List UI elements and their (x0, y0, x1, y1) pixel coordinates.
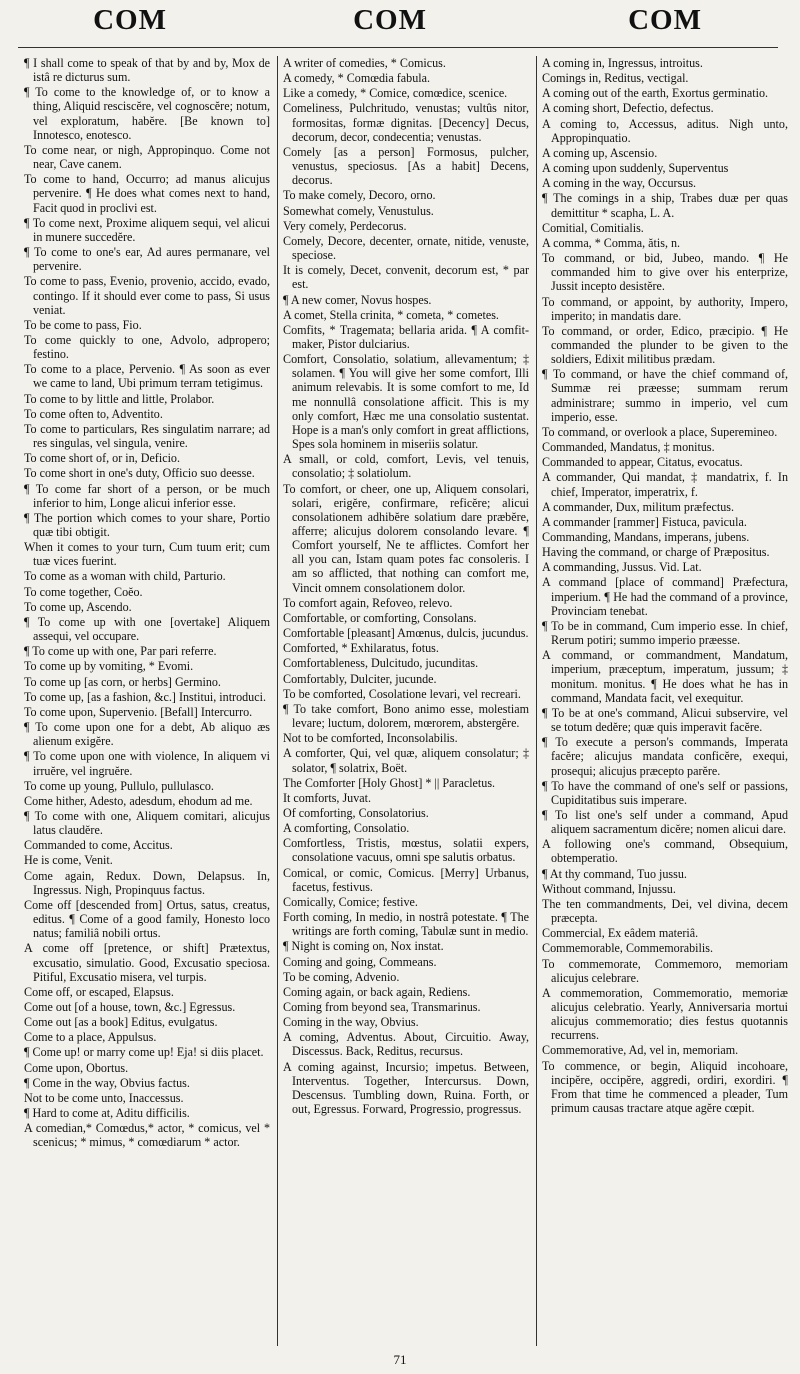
dictionary-entry: ¶ Night is coming on, Nox instat. (283, 939, 444, 954)
dictionary-entry: Comeliness, Pulchritudo, venustas; vultûs nitor, formositas, formæ dignitas. [Decency] Decus, decorum, decor, condecentia; venustas. (283, 101, 529, 144)
dictionary-entry: A writer of comedies, * Comicus. (283, 56, 446, 70)
running-head-right: COM (628, 4, 702, 36)
dictionary-entry: ¶ To list one's self under a command, Apud aliquem sacramentum dicĕre; nomen alicui dare. (542, 807, 788, 837)
dictionary-entry: Coming from beyond sea, Transmarinus. (283, 1000, 481, 1014)
dictionary-entry: Come off [descended from] Ortus, satus, creatus, editus. ¶ Come of a good family, Honesto loco natus; familiâ nobili ortus. (24, 897, 270, 941)
dictionary-entry: To come up by vomiting, * Evomi. (24, 659, 194, 674)
column-divider (277, 56, 278, 1346)
dictionary-entry: Come out [of a house, town, &c.] Egressus. (24, 1000, 236, 1014)
dictionary-entry: A comma, * Comma, ătis, n. (542, 235, 681, 250)
dictionary-entry: To make comely, Decoro, orno. (283, 188, 436, 203)
dictionary-entry: A coming short, Defectio, defectus. (542, 101, 714, 116)
dictionary-entry: Like a comedy, * Comice, comœdice, scenice. (283, 86, 508, 101)
column-left (24, 56, 270, 1356)
dictionary-entry: Comfort, Consolatio, solatium, allevamentum; ‡ solamen. ¶ You will give her some comfort, Illi animum relevabis. It is some comfort to me, Id me nonnullâ consolatione afficit. This is my only comfort, Hæc me una consolatio sustentat. Hope is a man's only comfort in great afflictions, Spes sola hominem in miseriis solatur. (283, 352, 529, 452)
dictionary-entry: Without command, Injussu. (542, 881, 676, 896)
dictionary-entry: Not to be come unto, Inaccessus. (24, 1090, 184, 1105)
dictionary-entry: The Comforter [Holy Ghost] * || Paracletus. (283, 775, 496, 790)
dictionary-entry: A commemoration, Commemoratio, memoriæ alicujus celebratio. Yearly, Anniversaria mortui alicujus commemoratio; dies festus quotannis recurrens. (542, 985, 788, 1043)
page-number: 71 (393, 1352, 407, 1367)
dictionary-entry: It comforts, Juvat. (283, 790, 371, 805)
dictionary-entry: To be comforted, Cosolatione levari, vel recreari. (283, 686, 521, 701)
dictionary-entry: A coming in the way, Occursus. (542, 176, 697, 191)
dictionary-entry: When it comes to your turn, Cum tuum erit; cum tuæ vices fuerint. (24, 540, 270, 569)
dictionary-entry: A commander, Qui mandat, ‡ mandatrix, f. In chief, Imperator, imperatrix, f. (542, 470, 788, 499)
dictionary-entry: Comfits, * Tragemata; bellaria arida. ¶ A comfit-maker, Pistor dulciarius. (283, 322, 529, 351)
dictionary-entry: A coming, Adventus. About, Circuitio. Away, Discessus. Back, Reditus, recursus. (283, 1030, 529, 1059)
dictionary-entry: Commercial, Ex eâdem materiâ. (542, 926, 699, 941)
dictionary-entry: To come together, Coĕo. (24, 584, 143, 599)
dictionary-entry: Comely [as a person] Formosus, pulcher, venustus, speciosus. [As a habit] Decens, decorus. (283, 144, 529, 188)
dictionary-entry: ¶ To come to one's ear, Ad aures permanare, vel pervenire. (24, 245, 270, 274)
dictionary-entry: Coming again, or back again, Rediens. (283, 984, 471, 999)
dictionary-entry: To come up young, Pullulo, pullulasco. (24, 778, 214, 793)
dictionary-entry: To come to by little and little, Prolabor. (24, 391, 215, 406)
header-rule (18, 47, 778, 48)
dictionary-entry: Somewhat comely, Venustulus. (283, 203, 434, 218)
dictionary-entry: Comitial, Comitialis. (542, 220, 644, 235)
dictionary-entry: ¶ To be in command, Cum imperio esse. In chief, Rerum potiri; summo imperio præesse. (542, 618, 788, 648)
dictionary-entry: To be come to pass, Fio. (24, 317, 142, 332)
dictionary-entry: To come to particulars, Res singulatim narrare; ad res singulas, vel singula, venire. (24, 421, 270, 451)
dictionary-entry: Comical, or comic, Comicus. [Merry] Urbanus, facetus, festivus. (283, 865, 529, 894)
dictionary-entry: Forth coming, In medio, in nostrâ potestate. ¶ The writings are forth coming, Tabulæ sunt in medio. (283, 910, 529, 939)
dictionary-entry: A comforting, Consolatio. (283, 821, 410, 836)
dictionary-entry: Coming and going, Commeans. (283, 954, 437, 969)
dictionary-entry: Commanding, Mandans, imperans, jubens. (542, 530, 750, 544)
dictionary-entry: Comings in, Reditus, vectigal. (542, 71, 689, 86)
dictionary-entry: Commanded, Mandatus, ‡ monitus. (542, 440, 715, 455)
column-divider (536, 56, 537, 1346)
running-head-left: COM (93, 4, 167, 36)
dictionary-entry: To come up, [as a fashion, &c.] Institui, introduci. (24, 689, 266, 704)
dictionary-entry: To come upon, Supervenio. [Befall] Intercurro. (24, 704, 253, 719)
dictionary-entry: To come up [as corn, or herbs] Germino. (24, 674, 221, 689)
dictionary-entry: A command, or commandment, Mandatum, imperium, præceptum, imperatum, jussum; ‡ monitum. monitus. ¶ He does what he has in command, Mandata facit, vel exequitur. (542, 648, 788, 705)
dictionary-entry: To come often to, Adventito. (24, 406, 163, 421)
dictionary-entry: To come to a place, Pervenio. ¶ As soon as ever we came to land, Ubi primum terram tetigimus. (24, 362, 270, 391)
dictionary-entry: To come quickly to one, Advolo, adpropero; festino. (24, 332, 270, 362)
dictionary-entry: A commanding, Jussus. Vid. Lat. (542, 560, 702, 575)
dictionary-entry: Comically, Comice; festive. (283, 894, 418, 909)
dictionary-entry: To commemorate, Commemoro, memoriam alicujus celebrare. (542, 956, 788, 985)
dictionary-entry: ¶ To take comfort, Bono animo esse, molestiam levare; luctum, dolorem, mœrorem, abstergĕre. (283, 701, 529, 731)
column-right (542, 56, 788, 1356)
dictionary-entry: Very comely, Perdecorus. (283, 218, 407, 233)
dictionary-entry: Coming in the way, Obvius. (283, 1015, 419, 1030)
dictionary-entry: ¶ Come in the way, Obvius factus. (24, 1075, 190, 1090)
dictionary-entry: ¶ The comings in a ship, Trabes duæ per quas demittitur * scapha, L. A. (542, 191, 788, 220)
dictionary-entry: To command, or appoint, by authority, Impero, imperito; in mandatis dare. (542, 294, 788, 323)
dictionary-entry: ¶ A new comer, Novus hospes. (283, 292, 432, 307)
dictionary-entry: Commemorative, Ad, vel in, memoriam. (542, 1043, 739, 1058)
dictionary-entry: ¶ To come upon one for a debt, Ab aliquo æs alienum exigĕre. (24, 720, 270, 749)
dictionary-entry: ¶ At thy command, Tuo jussu. (542, 866, 687, 881)
dictionary-entry: Come hither, Adesto, adesdum, ehodum ad me. (24, 793, 253, 808)
dictionary-entry: Comforted, * Exhilaratus, fotus. (283, 641, 439, 656)
dictionary-entry: Come off, or escaped, Elapsus. (24, 984, 174, 999)
dictionary-entry: A commander [rammer] Fistuca, pavicula. (542, 514, 747, 529)
dictionary-entry: ¶ To come upon one with violence, In aliquem vi irruĕre, vel ingruĕre. (24, 749, 270, 778)
dictionary-entry: Commemorable, Commemorabilis. (542, 941, 713, 956)
dictionary-entry: ¶ Come up! or marry come up! Eja! si diis placet. (24, 1045, 264, 1060)
dictionary-entry: ¶ To come far short of a person, or be much inferior to him, Longe alicui inferior esse. (24, 481, 270, 510)
dictionary-entry: To come as a woman with child, Parturio. (24, 569, 226, 584)
dictionary-entry: To come up, Ascendo. (24, 599, 132, 614)
dictionary-entry: A come off [pretence, or shift] Prætextus, excusatio, simulatio. Good, Excusatio speciosa. Pitiful, Excusatio misera, vel turpis. (24, 941, 270, 984)
dictionary-entry: To command, or bid, Jubeo, mando. ¶ He commanded him to give over his enterprize, Jussit incepto desistĕre. (542, 251, 788, 294)
column-middle (283, 56, 529, 1356)
dictionary-entry: Come out [as a book] Editus, evulgatus. (24, 1015, 218, 1030)
dictionary-entry: A comedy, * Comœdia fabula. (283, 71, 430, 86)
dictionary-entry: A following one's command, Obsequium, obtemperatio. (542, 837, 788, 866)
dictionary-entry: To come near, or nigh, Appropinquo. Come not near, Cave canem. (24, 142, 270, 172)
dictionary-entry: Comely, Decore, decenter, ornate, nitide, venuste, speciose. (283, 233, 529, 263)
dictionary-entry: To comfort, or cheer, one up, Aliquem consolari, solari, erigĕre, confirmare, reficĕre; alicui consolationem adhibĕre solatium dare præbĕre, afferre; alicujus dolorem consolando levare. ¶ Comfort yourself, Ne te afflictes. Comfort her all you can, Istam quam potes fac consoleris. I am so afflicted, that nothing can comfort me, Vincit omnem consolationem dolor. (283, 481, 529, 595)
dictionary-entry: To comfort again, Refoveo, relevo. (283, 595, 453, 610)
dictionary-entry: To commence, or begin, Aliquid incohoare, incipĕre, occipĕre, aggredi, ordiri, exordiri. ¶ From that time he commenced a pleader, Tum primum causas tractare atque agĕre cœpit. (542, 1058, 788, 1116)
dictionary-entry: Come upon, Obortus. (24, 1060, 129, 1075)
dictionary-entry: Comfortable, or comforting, Consolans. (283, 610, 477, 625)
dictionary-entry: Comfortably, Dulciter, jucunde. (283, 671, 437, 686)
dictionary-entry: To command, or order, Edico, præcipio. ¶ He commanded the plunder to be given to the soldiers, Edixit militibus prædam. (542, 323, 788, 367)
dictionary-entry: A coming upon suddenly, Superventus (542, 161, 729, 176)
dictionary-entry: To come short in one's duty, Officio suo deesse. (24, 466, 255, 481)
dictionary-entry: A small, or cold, comfort, Levis, vel tenuis, consolatio; ‡ solatiolum. (283, 452, 529, 481)
dictionary-entry: A coming up, Ascensio. (542, 145, 658, 160)
dictionary-entry: ¶ Hard to come at, Aditu difficilis. (24, 1106, 190, 1121)
dictionary-entry: ¶ To come to the knowledge of, or to know a thing, Aliquid resciscĕre, vel cognoscĕre; notum, vel exploratum, habĕre. [Be known to] Innotesco, enotesco. (24, 85, 270, 142)
dictionary-entry: ¶ To execute a person's commands, Imperata facĕre; alicujus mandata conficĕre, exequi, prosequi; alicujus præcepto parĕre. (542, 735, 788, 778)
dictionary-entry: ¶ The portion which comes to your share, Portio quæ tibi obtigit. (24, 510, 270, 539)
dictionary-entry: Comfortable [pleasant] Amœnus, dulcis, jucundus. (283, 626, 529, 641)
dictionary-entry: Comfortless, Tristis, mœstus, solatii expers, consolatione vacuus, omni spe salutis orbatus. (283, 836, 529, 865)
dictionary-entry: ¶ To have the command of one's self or passions, Cupiditatibus suis imperare. (542, 778, 788, 807)
running-head-center: COM (353, 4, 427, 36)
dictionary-entry: To come to hand, Occurro; ad manus alicujus pervenire. ¶ He does what comes next to hand, Facit quod in proclivi est. (24, 172, 270, 215)
dictionary-entry: To command, or overlook a place, Superemineo. (542, 424, 778, 439)
dictionary-entry: A comet, Stella crinita, * cometa, * cometes. (283, 307, 499, 322)
dictionary-entry: A command [place of command] Præfectura, imperium. ¶ He had the command of a province, Provinciam tenebat. (542, 575, 788, 618)
page-header (0, 4, 800, 48)
dictionary-entry: A coming against, Incursio; impetus. Between, Interventus. Together, Intercursus. Down, Descensus. Tumbling down, Ruina. Forth, or out, Egressus. Forward, Progressio, progressus. (283, 1059, 529, 1117)
dictionary-entry: ¶ To come next, Proxime aliquem sequi, vel alicui in munere succedĕre. (24, 215, 270, 244)
dictionary-entry: ¶ To come with one, Aliquem comitari, alicujus latus claudĕre. (24, 808, 270, 838)
dictionary-entry: Not to be comforted, Inconsolabilis. (283, 731, 458, 746)
dictionary-entry: A coming in, Ingressus, introitus. (542, 56, 703, 70)
dictionary-entry: ¶ I shall come to speak of that by and by, Mox de istâ re dicturus sum. (24, 56, 270, 85)
dictionary-entry: He is come, Venit. (24, 853, 113, 868)
dictionary-entry: It is comely, Decet, convenit, decorum est, * par est. (283, 263, 529, 292)
dictionary-entry: Commanded to appear, Citatus, evocatus. (542, 455, 743, 470)
dictionary-entry: A coming to, Accessus, aditus. Nigh unto, Appropinquatio. (542, 116, 788, 145)
dictionary-entry: To be coming, Advenio. (283, 969, 400, 984)
dictionary-entry: To come to pass, Evenio, provenio, accido, evado, contingo. If it should ever come to pass, Si usus veniat. (24, 274, 270, 317)
dictionary-entry: ¶ To command, or have the chief command of, Summæ rei præesse; summam rerum administrare; summo in imperio, vel cum imperio, esse. (542, 367, 788, 424)
dictionary-entry: A commander, Dux, militum præfectus. (542, 499, 734, 514)
dictionary-entry: ¶ To be at one's command, Alicui subservire, vel se totum dedĕre; quæ quis imperavit facĕre. (542, 705, 788, 735)
dictionary-entry: ¶ To come up with one [overtake] Aliquem assequi, vel occupare. (24, 614, 270, 644)
dictionary-entry: Come again, Redux. Down, Delapsus. In, Ingressus. Nigh, Propinquus factus. (24, 868, 270, 897)
dictionary-entry: Having the command, or charge of Præpositus. (542, 545, 770, 560)
dictionary-entry: ¶ To come up with one, Par pari referre. (24, 644, 217, 659)
dictionary-entry: Of comforting, Consolatorius. (283, 805, 429, 820)
dictionary-entry: Commanded to come, Accitus. (24, 838, 173, 853)
dictionary-entry: The ten commandments, Dei, vel divina, decem præcepta. (542, 896, 788, 926)
dictionary-entry: A comedian,* Comœdus,* actor, * comicus, vel * scenicus; * mimus, * comœdiarum * actor. (24, 1121, 270, 1150)
dictionary-entry: Come to a place, Appulsus. (24, 1030, 157, 1045)
dictionary-entry: A coming out of the earth, Exortus germinatio. (542, 86, 769, 101)
dictionary-entry: A comforter, Qui, vel quæ, aliquem consolatur; ‡ solator, ¶ solatrix, Boët. (283, 746, 529, 775)
dictionary-entry: To come short of, or in, Deficio. (24, 451, 180, 466)
dictionary-entry: Comfortableness, Dulcitudo, jucunditas. (283, 656, 479, 671)
